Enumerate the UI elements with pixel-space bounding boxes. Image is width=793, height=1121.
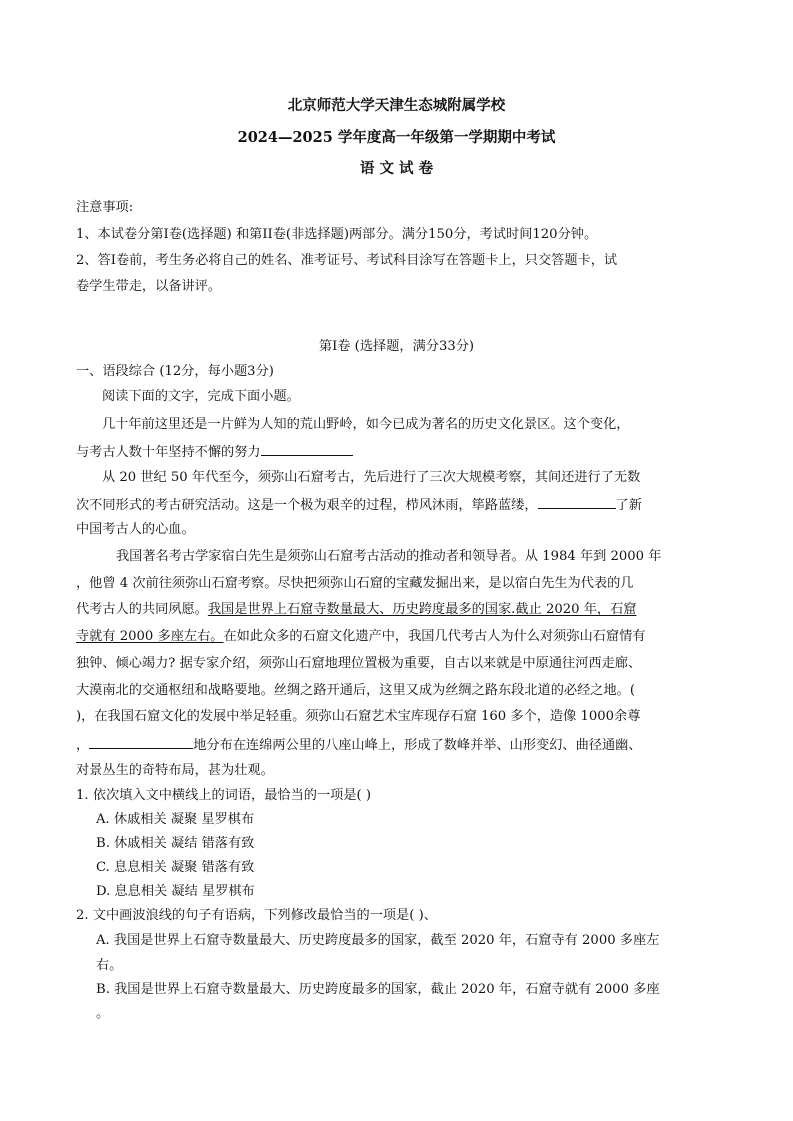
question-2-option-b: B. 我国是世界上石窟寺数量最大、历史跨度最多的国家，截止 2020 年，石窟寺就有 2000 多座 bbox=[96, 982, 660, 997]
wavy-underlined-sentence: 寺就有 2000 多座左右。 bbox=[76, 629, 224, 644]
passage-text: 地分布在连绵两公里的八座山峰上，形成了数峰并举、山形变幻、曲径通幽、 bbox=[193, 738, 642, 753]
passage-line: 几十年前这里还是一片鲜为人知的荒山野岭，如今已成为著名的历史文化景区。这个变化， bbox=[102, 417, 630, 432]
question-1: 1. 依次填入文中横线上的词语，最恰当的一项是( ) bbox=[76, 788, 372, 803]
reading-instruction: 阅读下面的文字，完成下面小题。 bbox=[102, 389, 300, 404]
notice-item-2: 2、答Ⅰ卷前，考生务必将自己的姓名、准考证号、考试科目涂写在答题卡上，只交答题卡，试 bbox=[76, 253, 618, 268]
question-2-option-a: A. 我国是世界上石窟寺数量最大、历史跨度最多的国家，截至 2020 年，石窟寺有 2000 多座左 bbox=[96, 933, 660, 948]
passage-line: 中国考古人的心血。 bbox=[76, 522, 195, 537]
section-heading: 一、语段综合 (12分，每小题3分) bbox=[76, 364, 274, 379]
passage-line bbox=[76, 601, 636, 619]
notice-heading: 注意事项: bbox=[76, 200, 134, 215]
question-1-option-d: D. 息息相关 凝结 星罗棋布 bbox=[96, 884, 255, 899]
notice-item-1: 1、本试卷分第Ⅰ卷(选择题) 和第II卷(非选择题)两部分。满分150分，考试时间120分钟。 bbox=[76, 227, 598, 242]
passage-text: 在如此众多的石窟文化遗产中，我国几代考古人为什么对须弥山石窟情有 bbox=[223, 629, 646, 644]
question-1-option-a: A. 休戚相关 凝聚 星罗棋布 bbox=[96, 812, 255, 827]
passage-line bbox=[76, 628, 645, 646]
passage-line bbox=[76, 735, 642, 755]
school-title: 北京师范大学天津生态城附属学校 bbox=[287, 97, 506, 114]
wavy-underlined-sentence: 我国是世界上石窟寺数量最大、历史跨度最多的国家.截止 2020 年，石窟 bbox=[207, 602, 637, 617]
question-2: 2. 文中画波浪线的句子有语病，下列修改最恰当的一项是( )、 bbox=[76, 908, 437, 923]
subject-title: 语 文 试 卷 bbox=[359, 160, 434, 177]
passage-line: 对景丛生的奇特布局，甚为壮观。 bbox=[76, 763, 274, 778]
passage-line: 独钟、倾心竭力? 据专家介绍，须弥山石窟地理位置极为重要，自古以来就是中原通往河西走廊、 bbox=[76, 656, 642, 671]
passage-line bbox=[76, 442, 353, 462]
passage-line: 大漠南北的交通枢纽和战略要地。丝绸之路开通后，这里又成为丝绸之路东段北道的必经之地。( bbox=[76, 683, 636, 698]
question-1-option-b: B. 休戚相关 凝结 错落有致 bbox=[96, 836, 255, 851]
question-1-option-c: C. 息息相关 凝聚 错落有致 bbox=[96, 860, 255, 875]
answer-blank-3 bbox=[89, 735, 193, 749]
passage-text: 与考古人数十年坚持不懈的努力 bbox=[76, 445, 261, 460]
passage-line bbox=[76, 495, 642, 515]
passage-line: ，他曾 4 次前往须弥山石窟考察。尽快把须弥山石窟的宝藏发掘出来，是以宿白先生为代表的几 bbox=[76, 576, 634, 591]
answer-blank-1 bbox=[261, 442, 353, 456]
passage-text: 了新 bbox=[615, 498, 642, 513]
question-2-option-b-cont: 。 bbox=[96, 1006, 110, 1021]
notice-item-2-cont: 卷学生带走，以备讲评。 bbox=[76, 279, 222, 294]
passage-text: 次不同形式的考古研究活动。这是一个极为艰辛的过程，栉风沐雨，筚路蓝缕， bbox=[76, 498, 538, 513]
passage-line: 从 20 世纪 50 年代至今，须弥山石窟考古，先后进行了三次大规模考察，其间还进行了无数 bbox=[102, 470, 641, 485]
question-2-option-a-cont: 右。 bbox=[96, 958, 123, 973]
passage-text: ， bbox=[76, 738, 90, 753]
passage-line: 我国著名考古学家宿白先生是须弥山石窟考古活动的推动者和领导者。从 1984 年到 2000 年 bbox=[116, 549, 662, 564]
passage-line: )，在我国石窟文化的发展中举足轻重。须弥山石窟艺术宝库现存石窟 160 多个，造像 1000余尊 bbox=[76, 709, 641, 724]
part1-heading: 第Ⅰ卷 (选择题，满分33分) bbox=[318, 339, 475, 354]
answer-blank-2 bbox=[538, 495, 616, 509]
passage-text: 代考古人的共同夙愿。 bbox=[76, 602, 208, 617]
exam-title: 2024—2025 学年度高一年级第一学期期中考试 bbox=[237, 129, 556, 146]
